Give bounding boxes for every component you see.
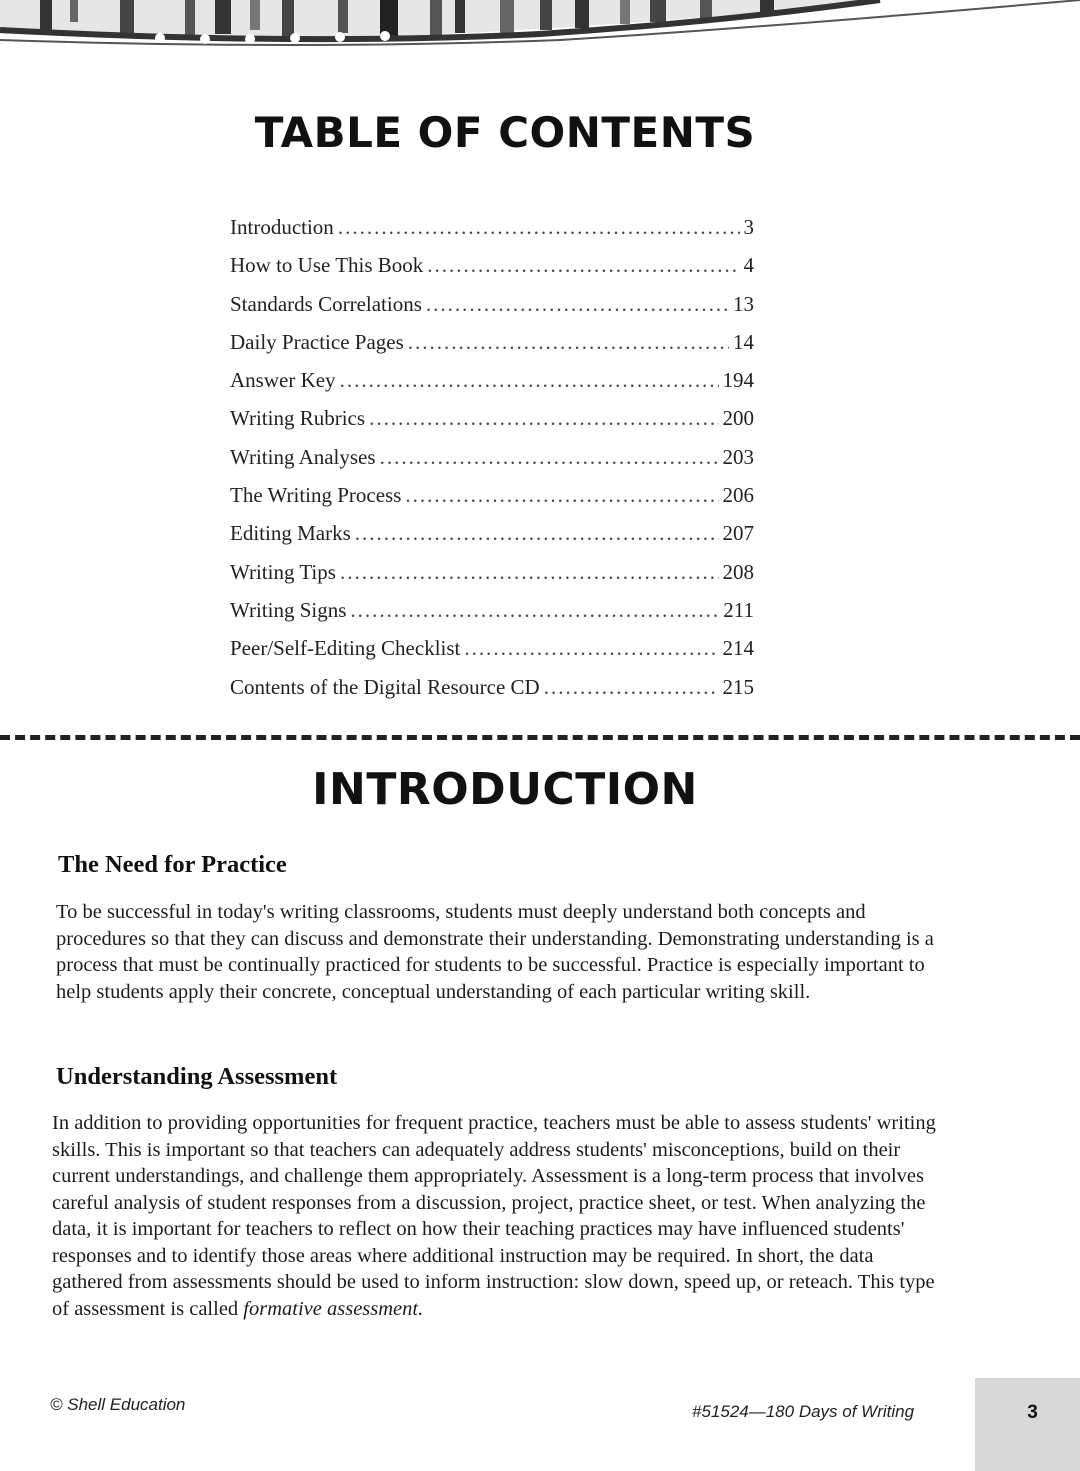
toc-entry (230, 292, 754, 330)
toc-leader-dots (408, 330, 729, 355)
toc-entry-page: 14 (733, 329, 754, 354)
toc-entry-label: Editing Marks (230, 521, 351, 546)
toc-entry-page: 214 (722, 636, 754, 661)
toc-entry (230, 598, 754, 636)
toc-title: TABLE OF CONTENTS (254, 108, 756, 157)
toc-entry-label: Contents of the Digital Resource CD (230, 674, 540, 699)
need-for-practice-paragraph: To be successful in today's writing classrooms, students must deeply understand both concepts and procedures so that they can discuss and demonstrate their understanding. Demonstrating understanding is a process that must be continually practiced for students to be successful. Practice is especially important to help students apply their concrete, conceptual understanding of each particular writing skill. (56, 901, 934, 1003)
toc-entry-page: 215 (722, 674, 754, 699)
toc-leader-dots (426, 292, 729, 317)
toc-entry-label: The Writing Process (230, 483, 402, 508)
header-decoration (0, 0, 1080, 52)
toc-entry (230, 675, 754, 713)
toc-entry (230, 560, 754, 598)
need-for-practice-heading: The Need for Practice (58, 851, 287, 878)
toc-leader-dots (350, 598, 719, 623)
toc-entry-label: Daily Practice Pages (230, 329, 404, 354)
assessment-text: In addition to providing opportunities for frequent practice, teachers must be able to assess students' writing skills. This is important so that teachers can adequately address students' misconceptions, build on their current understandings, and challenge them appropriately. Assessment is a long-term process that involves careful analysis of student responses from a discussion, project, practice sheet, or test. When analyzing the data, it is important for teachers to reflect on how their teaching practices may have influenced students' responses and to identify those areas where additional instruction may be required. In short, the data gathered from assessments should be used to inform instruction: slow down, speed up, or reteach. This type of assessment is called (52, 1112, 936, 1320)
toc-entry-page: 203 (722, 444, 754, 469)
toc-entry-label: Writing Analyses (230, 444, 376, 469)
toc-entry-label: How to Use This Book (230, 253, 424, 278)
toc-leader-dots (380, 445, 719, 470)
toc-entry-page: 208 (722, 559, 754, 584)
toc-entry-page: 206 (722, 483, 754, 508)
toc-leader-dots (464, 636, 718, 661)
toc-entry (230, 253, 754, 291)
understanding-assessment-heading: Understanding Assessment (56, 1063, 338, 1090)
toc-leader-dots (338, 215, 740, 240)
toc-entry-page: 211 (723, 597, 754, 622)
toc-entry-page: 194 (722, 368, 754, 393)
introduction-title: INTRODUCTION (312, 764, 698, 815)
toc-entry-label: Writing Tips (230, 559, 336, 584)
toc-entry-page: 207 (722, 521, 754, 546)
toc-entry (230, 330, 754, 368)
toc-list (230, 215, 754, 713)
toc-entry-label: Peer/Self-Editing Checklist (230, 636, 461, 661)
toc-entry (230, 406, 754, 444)
section-divider (0, 735, 1080, 740)
toc-entry-page: 13 (733, 291, 754, 316)
toc-leader-dots (544, 675, 719, 700)
toc-leader-dots (355, 521, 719, 546)
toc-entry-page: 4 (743, 253, 754, 278)
toc-entry-label: Answer Key (230, 368, 336, 393)
book-title: #51524—180 Days of Writing (692, 1402, 915, 1421)
toc-entry-label: Introduction (230, 215, 334, 239)
toc-entry (230, 483, 754, 521)
toc-leader-dots (427, 253, 739, 278)
page-number-tab (975, 1378, 1080, 1471)
formative-assessment-term: formative assessment. (243, 1297, 424, 1320)
toc-leader-dots (340, 368, 719, 393)
understanding-assessment-paragraph (52, 1110, 942, 1322)
toc-leader-dots (340, 560, 719, 585)
toc-leader-dots (405, 483, 718, 508)
publisher-credit: © Shell Education (50, 1395, 186, 1414)
toc-entry-label: Writing Rubrics (230, 406, 366, 431)
toc-entry (230, 445, 754, 483)
toc-entry-label: Standards Correlations (230, 291, 422, 316)
toc-leader-dots (369, 406, 718, 431)
toc-entry-label: Writing Signs (230, 597, 347, 622)
toc-entry-page: 200 (722, 406, 754, 431)
toc-entry (230, 368, 754, 406)
page-number: 3 (1027, 1402, 1038, 1423)
toc-entry (230, 521, 754, 559)
toc-entry (230, 636, 754, 674)
toc-entry-page: 3 (743, 215, 754, 239)
toc-entry (230, 215, 754, 253)
